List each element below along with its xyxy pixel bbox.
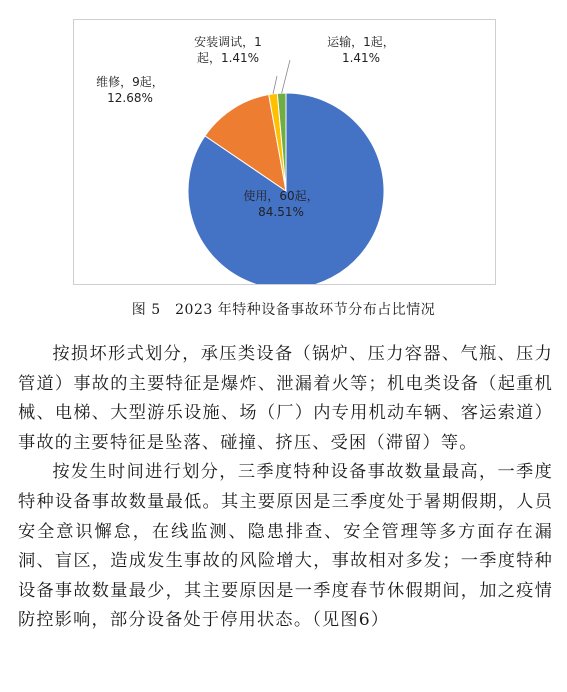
data-label-repair: 维修，9起， 12.68%	[96, 75, 164, 105]
data-label-transport: 运输，1起， 1.41%	[327, 35, 395, 65]
paragraph-1: 按损坏形式划分，承压类设备（锅炉、压力容器、气瓶、压力管道）事故的主要特征是爆炸、泄漏着火等；机电类设备（起重机械、电梯、大型游乐设施、场（厂）内专用机动车辆、客运索道）事故的主要特征是坠落、碰撞、挤压、受困（滞留）等。	[18, 344, 553, 453]
data-label-install: 安装调试，1 起，1.41%	[194, 35, 262, 65]
leader-line	[282, 60, 290, 93]
leader-line	[273, 76, 277, 94]
figure-caption: 图 5 2023 年特种设备事故环节分布占比情况	[131, 302, 436, 318]
data-label-use: 使用，60起， 84.51%	[243, 189, 319, 219]
body-text	[18, 340, 553, 636]
paragraph-2: 按发生时间进行划分，三季度特种设备事故数量最高，一季度特种设备事故数量最低。其主要原因是三季度处于暑期假期，人员安全意识懈怠，在线监测、隐患排查、安全管理等多方面存在漏洞、盲区，造成发生事故的风险增大，事故相对多发；一季度特种设备事故数量最少，其主要原因是一季度春节休假期间，加之疫情防控影响，部分设备处于停用状态。（见图6）	[18, 462, 553, 631]
chart-frame	[73, 19, 496, 285]
pie-chart	[74, 20, 495, 284]
